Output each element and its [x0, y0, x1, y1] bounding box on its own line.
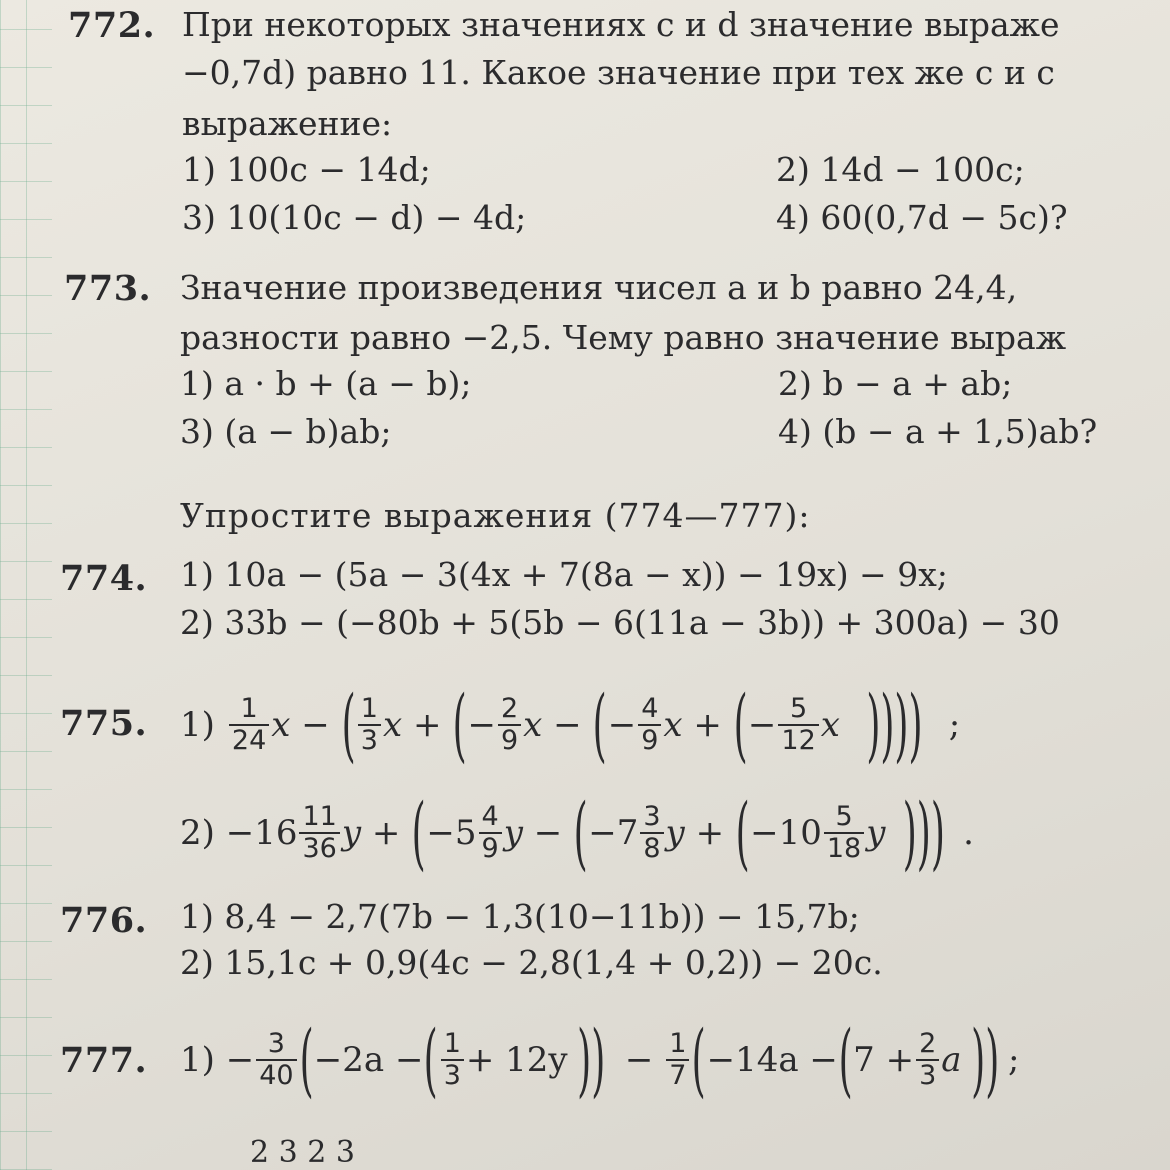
problem-773-line1: Значение произведения чисел a и b равно 24,4,	[180, 268, 1018, 307]
problem-772-option1: 1) 100c − 14d;	[182, 150, 431, 189]
frac-2-3: $\frac{2}{3}$	[916, 1029, 939, 1091]
frac-4-9-b: $\frac{4}{9}$	[479, 802, 502, 864]
frac-1-3: $\frac{1}{3}$	[358, 694, 381, 756]
problem-777-expr1: 1) − $\frac{3}{40}$ ( −2a − ( $\frac{1}{3}$ + 12y )) − $\frac{1}{7}$ ( −14a − ( 7 + $\frac{2}{3}$ a )) ;	[180, 1013, 1020, 1106]
problem-772-line1: При некоторых значениях c и d значение выраже	[182, 5, 1060, 44]
paren-open: (	[341, 678, 356, 771]
frac-3-40: $\frac{3}{40}$	[256, 1029, 296, 1091]
problem-772-option3: 3) 10(10c − d) − 4d;	[182, 198, 527, 237]
frac-3-8: $\frac{3}{8}$	[640, 802, 663, 864]
problem-772-number: 772.	[68, 5, 156, 46]
problem-774-line2: 2) 33b − (−80b + 5(5b − 6(11a − 3b)) + 300a) − 30	[180, 603, 1060, 642]
section-header: Упростите выражения (774—777):	[180, 496, 811, 535]
problem-772-option4: 4) 60(0,7d − 5c)?	[776, 198, 1068, 237]
frac-11-36: $\frac{11}{36}$	[299, 802, 339, 864]
problem-773-option3: 3) (a − b)ab;	[180, 412, 392, 451]
problem-775-expr2: 2) −16 $\frac{11}{36}$ y + ( −5 $\frac{4}{9}$ y − ( −7 $\frac{3}{8}$ y + ( −10 $\frac{5}{18}$ y ))) .	[180, 786, 974, 879]
frac-4-9: $\frac{4}{9}$	[638, 694, 661, 756]
frac-1-24: $\frac{1}{24}$	[229, 694, 269, 756]
problem-772-option2: 2) 14d − 100c;	[776, 150, 1025, 189]
problem-772-line3: выражение:	[182, 104, 393, 143]
problem-773-option4: 4) (b − a + 1,5)ab?	[778, 412, 1098, 451]
problem-773-line2: разности равно −2,5. Чему равно значение выраж	[180, 318, 1067, 357]
problem-777-number: 777.	[60, 1040, 148, 1081]
problem-776-number: 776.	[60, 900, 148, 941]
problem-777-line2-cut: 2 3 2 3	[250, 1135, 355, 1170]
frac-5-12: $\frac{5}{12}$	[778, 694, 818, 756]
problem-772-line2: −0,7d) равно 11. Какое значение при тех же c и c	[182, 53, 1055, 92]
problem-775-expr1: 1) $\frac{1}{24}$ x − ( $\frac{1}{3}$ x + ( − $\frac{2}{9}$ x − ( − $\frac{4}{9}$ x + ( − $\frac{5}{12}$ x )))) ;	[180, 678, 961, 771]
problem-774-line1: 1) 10a − (5a − 3(4x + 7(8a − x)) − 19x) − 9x;	[180, 555, 948, 594]
expr2-label: 2) −16	[180, 813, 298, 853]
frac-1-7: $\frac{1}{7}$	[666, 1029, 689, 1091]
problem-774-number: 774.	[60, 558, 148, 599]
frac-5-18: $\frac{5}{18}$	[824, 802, 864, 864]
problem-776-line2: 2) 15,1c + 0,9(4c − 2,8(1,4 + 0,2)) − 20c.	[180, 943, 883, 982]
problem-775-number: 775.	[60, 703, 148, 744]
problem-773-option1: 1) a · b + (a − b);	[180, 364, 472, 403]
frac-2-9: $\frac{2}{9}$	[498, 694, 521, 756]
problem-773-number: 773.	[64, 268, 152, 309]
problem-776-line1: 1) 8,4 − 2,7(7b − 1,3(10−11b)) − 15,7b;	[180, 897, 860, 936]
frac-1-3-b: $\frac{1}{3}$	[441, 1029, 464, 1091]
expr1-label: 1)	[180, 705, 215, 745]
problem-773-option2: 2) b − a + ab;	[778, 364, 1013, 403]
